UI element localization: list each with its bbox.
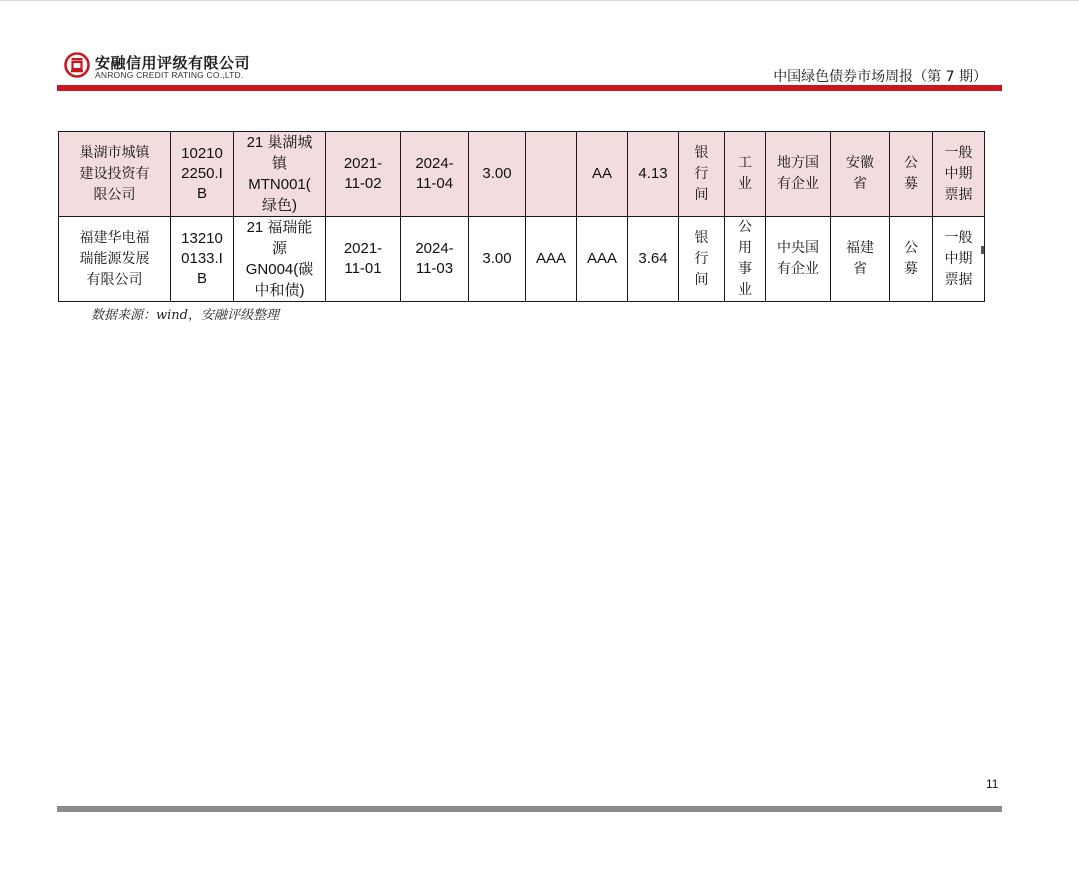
issue-date-cell: 2021- 11-02 bbox=[326, 132, 401, 217]
bond-rating-cell: AA bbox=[577, 132, 628, 217]
province-cell: 福建 省 bbox=[831, 217, 890, 302]
green-bond-table bbox=[58, 131, 985, 302]
issue-type-cell: 公 募 bbox=[890, 217, 933, 302]
enterprise-nature-cell: 地方国 有企业 bbox=[766, 132, 831, 217]
report-title: 中国绿色债券市场周报（第 7 期） bbox=[773, 69, 987, 85]
page-number: 11 bbox=[986, 777, 999, 791]
bond-rating-cell: AAA bbox=[577, 217, 628, 302]
issue-date-cell: 2021- 11-01 bbox=[326, 217, 401, 302]
coupon-rate-cell: 4.13 bbox=[628, 132, 679, 217]
source-note: 数据来源：wind，安融评级整理 bbox=[91, 308, 279, 323]
bond-name-cell: 21 巢湖城 镇 MTN001( 绿色) bbox=[234, 132, 326, 217]
bond-code-cell: 13210 0133.I B bbox=[171, 217, 234, 302]
province-cell: 安徽 省 bbox=[831, 132, 890, 217]
term-cell: 3.00 bbox=[469, 217, 526, 302]
bond-name-cell: 21 福瑞能 源 GN004(碳 中和债) bbox=[234, 217, 326, 302]
maturity-date-cell: 2024- 11-04 bbox=[401, 132, 469, 217]
market-cell: 银 行 间 bbox=[679, 132, 725, 217]
industry-cell: 公 用 事 业 bbox=[725, 217, 766, 302]
header-rule bbox=[57, 85, 1002, 91]
footer-rule bbox=[57, 806, 1002, 812]
coupon-rate-cell: 3.64 bbox=[628, 217, 679, 302]
table-row bbox=[59, 217, 985, 302]
industry-cell: 工 业 bbox=[725, 132, 766, 217]
company-name-cn: 安融信用评级有限公司 bbox=[95, 54, 251, 72]
issuer-rating-cell bbox=[526, 132, 577, 217]
issuer-cell: 福建华电福 瑞能源发展 有限公司 bbox=[59, 217, 171, 302]
maturity-date-cell: 2024- 11-03 bbox=[401, 217, 469, 302]
bond-type-cell: 一般 中期 票据 bbox=[933, 217, 985, 302]
bond-type-cell: 一般 中期 票据 bbox=[933, 132, 985, 217]
issue-type-cell: 公 募 bbox=[890, 132, 933, 217]
table-row bbox=[59, 132, 985, 217]
market-cell: 银 行 间 bbox=[679, 217, 725, 302]
anrong-logo-icon bbox=[64, 52, 90, 78]
company-name-en: ANRONG CREDIT RATING CO.,LTD. bbox=[95, 70, 244, 80]
term-cell: 3.00 bbox=[469, 132, 526, 217]
bond-code-cell: 10210 2250.I B bbox=[171, 132, 234, 217]
edge-mark bbox=[981, 246, 984, 254]
issuer-rating-cell: AAA bbox=[526, 217, 577, 302]
enterprise-nature-cell: 中央国 有企业 bbox=[766, 217, 831, 302]
issuer-cell: 巢湖市城镇 建设投资有 限公司 bbox=[59, 132, 171, 217]
page-top-edge bbox=[0, 0, 1079, 1]
